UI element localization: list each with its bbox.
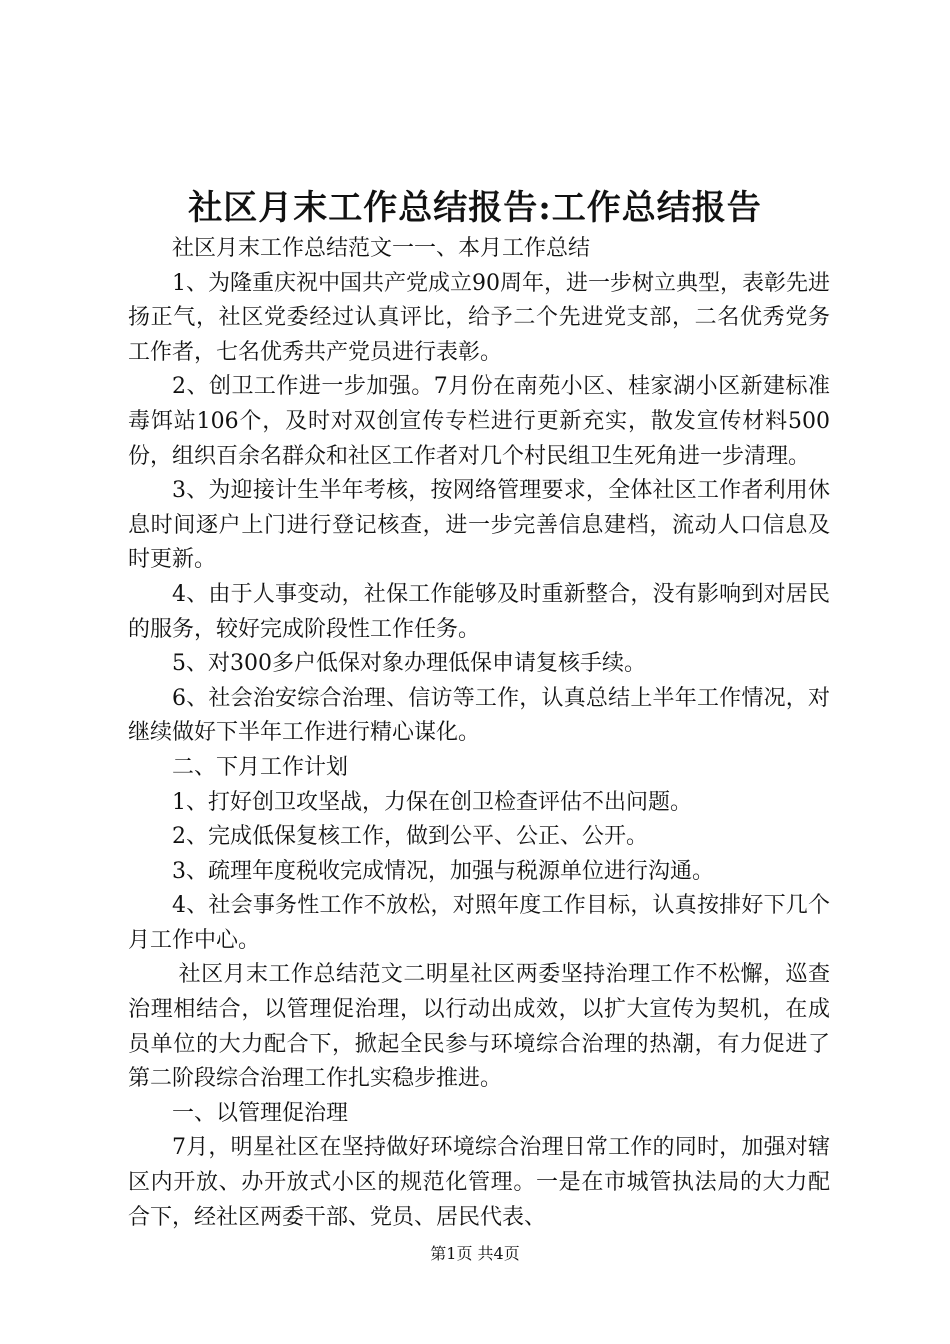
- paragraph: 社区月末工作总结范文一一、本月工作总结: [172, 236, 591, 261]
- section-heading: 二、下月工作计划: [172, 754, 349, 780]
- paragraph: 1、打好创卫攻坚战，力保在创卫检查评估不出问题。: [172, 789, 692, 815]
- section-heading: 一、以管理促治理: [172, 1100, 349, 1126]
- paragraph: 社区月末工作总结范文二明星社区两委坚持治理工作不松懈，巡查治理相结合，以管理促治理，以行动出成效，以扩大宣传为契机，在成员单位的大力配合下，掀起全民参与环境综合治理的热潮，有力促进了第二阶段综合治理工作扎实稳步推进。: [128, 962, 830, 1092]
- paragraph: 4、由于人事变动，社保工作能够及时重新整合，没有影响到对居民的服务，较好完成阶段性工作任务。: [128, 581, 830, 642]
- paragraph: 6、社会治安综合治理、信访等工作，认真总结上半年工作情况，对继续做好下半年工作进行精心谋化。: [128, 685, 830, 746]
- paragraph: 5、对300多户低保对象办理低保申请复核手续。: [172, 651, 646, 677]
- paragraph: 3、为迎接计生半年考核，按网络管理要求，全体社区工作者利用休息时间逐户上门进行登记核查，进一步完善信息建档，流动人口信息及时更新。: [128, 478, 830, 573]
- paragraph: 3、疏理年度税收完成情况，加强与税源单位进行沟通。: [172, 858, 714, 884]
- paragraph: 7月，明星社区在坚持做好环境综合治理日常工作的同时，加强对辖区内开放、办开放式小区的规范化管理。一是在市城管执法局的大力配合下，经社区两委干部、党员、居民代表、: [128, 1135, 830, 1230]
- page-footer: 第1页 共4页: [430, 1244, 520, 1263]
- paragraph: 2、创卫工作进一步加强。7月份在南苑小区、桂家湖小区新建标准毒饵站106个，及时对双创宣传专栏进行更新充实，散发宣传材料500份，组织百余名群众和社区工作者对几个村民组卫生死角进一步清理。: [128, 374, 830, 469]
- paragraph: 2、完成低保复核工作，做到公平、公正、公开。: [172, 824, 648, 850]
- paragraph: 4、社会事务性工作不放松，对照年度工作目标，认真按排好下几个月工作中心。: [128, 893, 830, 953]
- document-title: 社区月末工作总结报告:工作总结报告: [188, 188, 762, 228]
- document-body: [128, 232, 830, 1235]
- paragraph: 1、为隆重庆祝中国共产党成立90周年，进一步树立典型，表彰先进扬正气，社区党委经过认真评比，给予二个先进党支部，二名优秀党务工作者，七名优秀共产党员进行表彰。: [128, 270, 830, 365]
